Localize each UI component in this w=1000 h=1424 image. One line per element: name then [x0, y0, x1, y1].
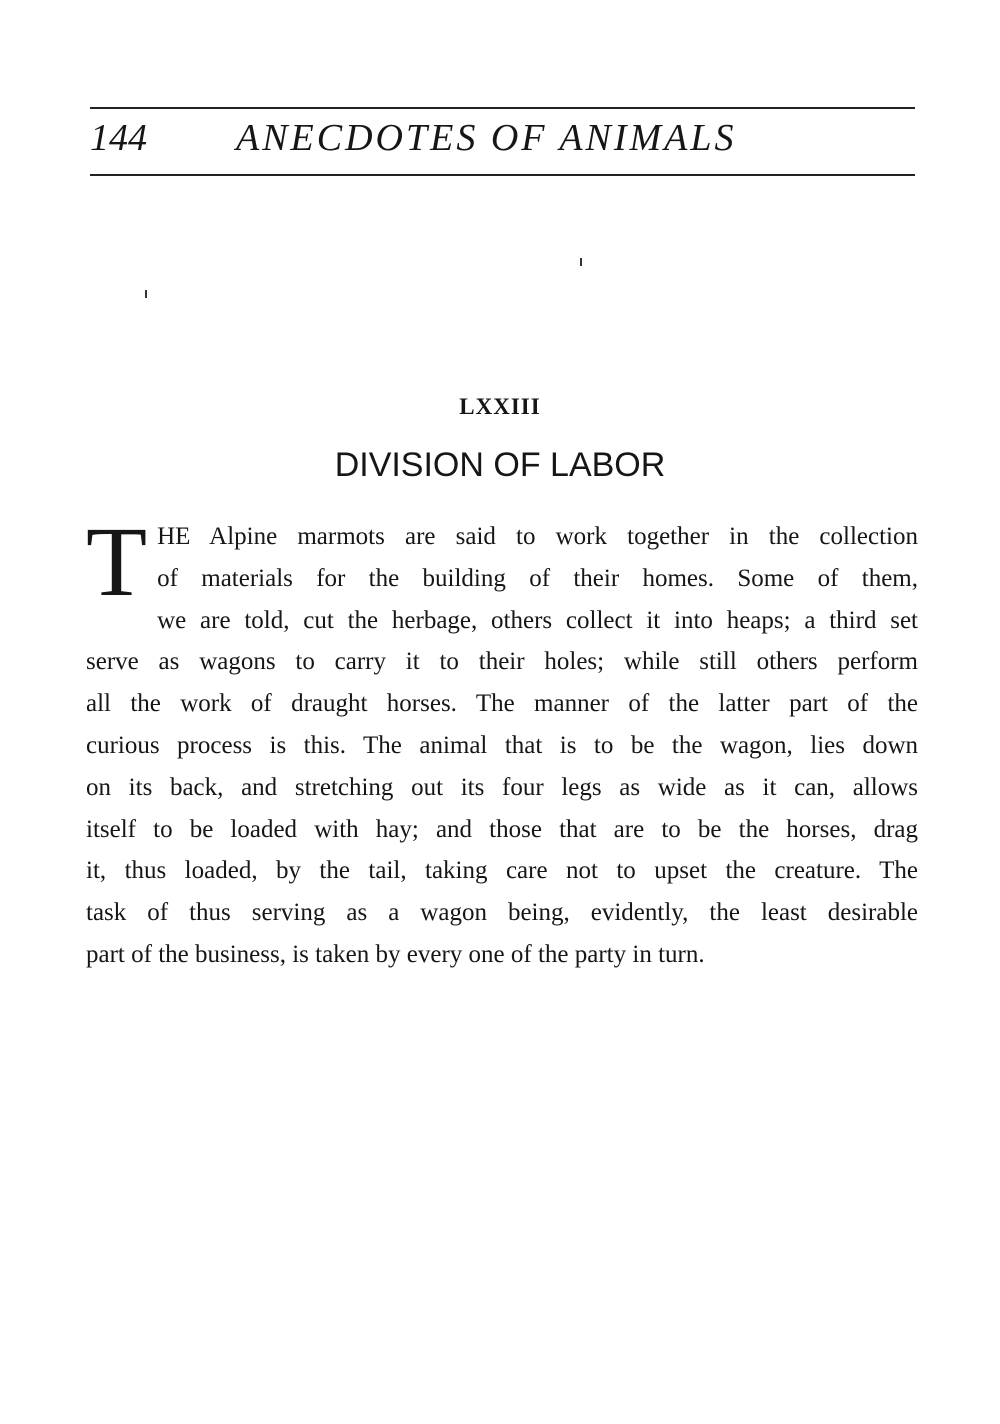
page-number: 144	[90, 117, 147, 159]
body-paragraph	[86, 506, 918, 976]
text-line: serve as wagons to carry it to their holes; while still others perform	[86, 648, 918, 676]
text-line: it, thus loaded, by the tail, taking care not to upset the creature. The	[86, 857, 918, 885]
text-line: itself to be loaded with hay; and those that are to be the horses, drag	[86, 815, 918, 843]
text-line: part of the business, is taken by every one of the party in turn.	[86, 940, 705, 968]
text-line: of materials for the building of their homes. Some of them,	[157, 564, 918, 592]
header-bottom-rule	[90, 174, 915, 176]
print-speck	[145, 290, 147, 298]
header-top-rule	[90, 107, 915, 109]
chapter-title: DIVISION OF LABOR	[334, 446, 666, 484]
drop-cap: T	[86, 506, 148, 617]
text-line: all the work of draught horses. The manner of the latter part of the	[86, 690, 918, 718]
text-line: we are told, cut the herbage, others collect it into heaps; a third set	[157, 606, 918, 634]
text-line: HE Alpine marmots are said to work together in the collection	[157, 523, 918, 550]
running-title: ANECDOTES OF ANIMALS	[236, 117, 737, 159]
text-line: task of thus serving as a wagon being, evidently, the least desirable	[86, 899, 918, 927]
text-line: curious process is this. The animal that is to be the wagon, lies down	[86, 731, 918, 759]
chapter-number: LXXIII	[459, 394, 541, 419]
text-line: on its back, and stretching out its four legs as wide as it can, allows	[86, 773, 918, 801]
print-speck	[580, 258, 582, 266]
